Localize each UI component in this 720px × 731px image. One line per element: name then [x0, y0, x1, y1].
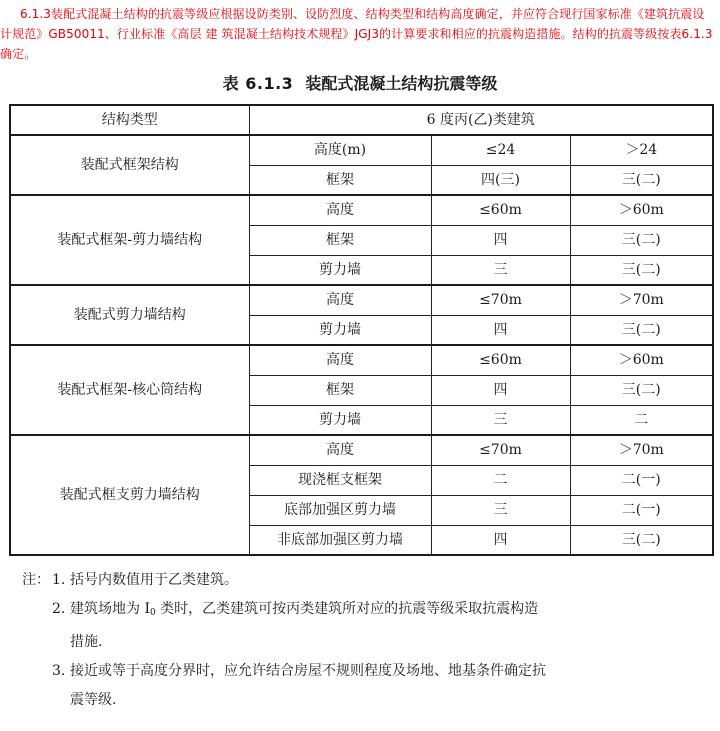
- note-text: 建筑场地为 I: [70, 601, 150, 617]
- grade-cell-above-limit: 三(二): [570, 525, 713, 555]
- grade-cell-above-limit: ＞70m: [570, 285, 713, 315]
- table-row: [10, 285, 713, 315]
- note-text: 类时，乙类建筑可按丙类建筑所对应的抗震等级采取抗震构造: [155, 601, 539, 617]
- grade-cell-below-limit: 三: [431, 495, 570, 525]
- grade-cell-below-limit: 四: [431, 225, 570, 255]
- note-1: [22, 566, 662, 595]
- grade-cell-below-limit: ≤60m: [431, 195, 570, 225]
- row-label-cell: 高度: [249, 285, 431, 315]
- table-row: [10, 435, 713, 465]
- row-label-cell: 高度: [249, 435, 431, 465]
- row-label-cell: 框架: [249, 225, 431, 255]
- note-2-continued: 措施.: [70, 634, 103, 650]
- grade-cell-above-limit: 二: [570, 405, 713, 435]
- header-row: [10, 105, 713, 135]
- structure-type-cell: 装配式框支剪力墙结构: [10, 435, 249, 555]
- row-label-cell: 剪力墙: [249, 405, 431, 435]
- grade-cell-above-limit: 二(一): [570, 465, 713, 495]
- table-notes: [22, 566, 662, 715]
- header-structure-type: 结构类型: [10, 105, 249, 135]
- row-label-cell: 高度: [249, 195, 431, 225]
- note-2: [22, 595, 662, 628]
- grade-cell-above-limit: ＞70m: [570, 435, 713, 465]
- table-row: [10, 195, 713, 225]
- table-row: [10, 345, 713, 375]
- note-text: 接近或等于高度分界时，应允许结合房屋不规则程度及场地、地基条件确定抗: [70, 663, 546, 679]
- grade-cell-below-limit: 三: [431, 405, 570, 435]
- grade-cell-above-limit: 三(二): [570, 255, 713, 285]
- structure-type-cell: 装配式框架-核心筒结构: [10, 345, 249, 435]
- grade-cell-above-limit: 三(二): [570, 375, 713, 405]
- note-3: [22, 657, 662, 686]
- grade-cell-below-limit: 四: [431, 525, 570, 555]
- grade-cell-above-limit: ＞24: [570, 135, 713, 165]
- header-building-class: 6 度丙(乙)类建筑: [249, 105, 713, 135]
- grade-cell-below-limit: 四(三): [431, 165, 570, 195]
- row-label-cell: 现浇框支框架: [249, 465, 431, 495]
- grade-cell-below-limit: ≤70m: [431, 435, 570, 465]
- grade-cell-below-limit: 三: [431, 255, 570, 285]
- note-number: 1.: [52, 572, 66, 588]
- structure-type-cell: 装配式剪力墙结构: [10, 285, 249, 345]
- seismic-grade-table: [9, 104, 714, 556]
- grade-cell-above-limit: 三(二): [570, 225, 713, 255]
- grade-cell-below-limit: 四: [431, 375, 570, 405]
- row-label-cell: 剪力墙: [249, 315, 431, 345]
- grade-cell-above-limit: 三(二): [570, 315, 713, 345]
- note-text: 括号内数值用于乙类建筑。: [70, 572, 238, 588]
- grade-cell-below-limit: 二: [431, 465, 570, 495]
- grade-cell-above-limit: ＞60m: [570, 195, 713, 225]
- intro-paragraph: 6.1.3装配式混凝土结构的抗震等级应根据设防类别、设防烈度、结构类型和结构高度确定，并应符合现行国家标准《建筑抗震设计规范》GB50011、行业标准《高层 建 筑混凝土结构技术规程》JGJ3的计算要求和相应的抗震构造措施。结构的抗震等级按表6.1.3确定。: [0, 7, 713, 61]
- row-label-cell: 剪力墙: [249, 255, 431, 285]
- row-label-cell: 框架: [249, 375, 431, 405]
- table-number: 表 6.1.3: [222, 74, 294, 93]
- grade-cell-above-limit: 三(二): [570, 165, 713, 195]
- row-label-cell: 高度: [249, 345, 431, 375]
- table-caption: [0, 71, 720, 94]
- row-label-cell: 底部加强区剪力墙: [249, 495, 431, 525]
- grade-cell-above-limit: ＞60m: [570, 345, 713, 375]
- structure-type-cell: 装配式框架-剪力墙结构: [10, 195, 249, 285]
- row-label-cell: 框架: [249, 165, 431, 195]
- row-label-cell: 非底部加强区剪力墙: [249, 525, 431, 555]
- grade-cell-below-limit: ≤60m: [431, 345, 570, 375]
- grade-cell-below-limit: ≤24: [431, 135, 570, 165]
- note-number: 2.: [52, 601, 66, 617]
- note-number: 3.: [52, 663, 66, 679]
- table-title: 装配式混凝土结构抗震等级: [305, 74, 498, 93]
- note-3-continued: 震等级.: [70, 692, 117, 708]
- grade-cell-above-limit: 二(一): [570, 495, 713, 525]
- note-subscript: 0: [149, 608, 156, 618]
- row-label-cell: 高度(m): [249, 135, 431, 165]
- table-row: [10, 135, 713, 165]
- grade-cell-below-limit: ≤70m: [431, 285, 570, 315]
- grade-cell-below-limit: 四: [431, 315, 570, 345]
- note-prefix: 注：: [22, 572, 50, 588]
- structure-type-cell: 装配式框架结构: [10, 135, 249, 195]
